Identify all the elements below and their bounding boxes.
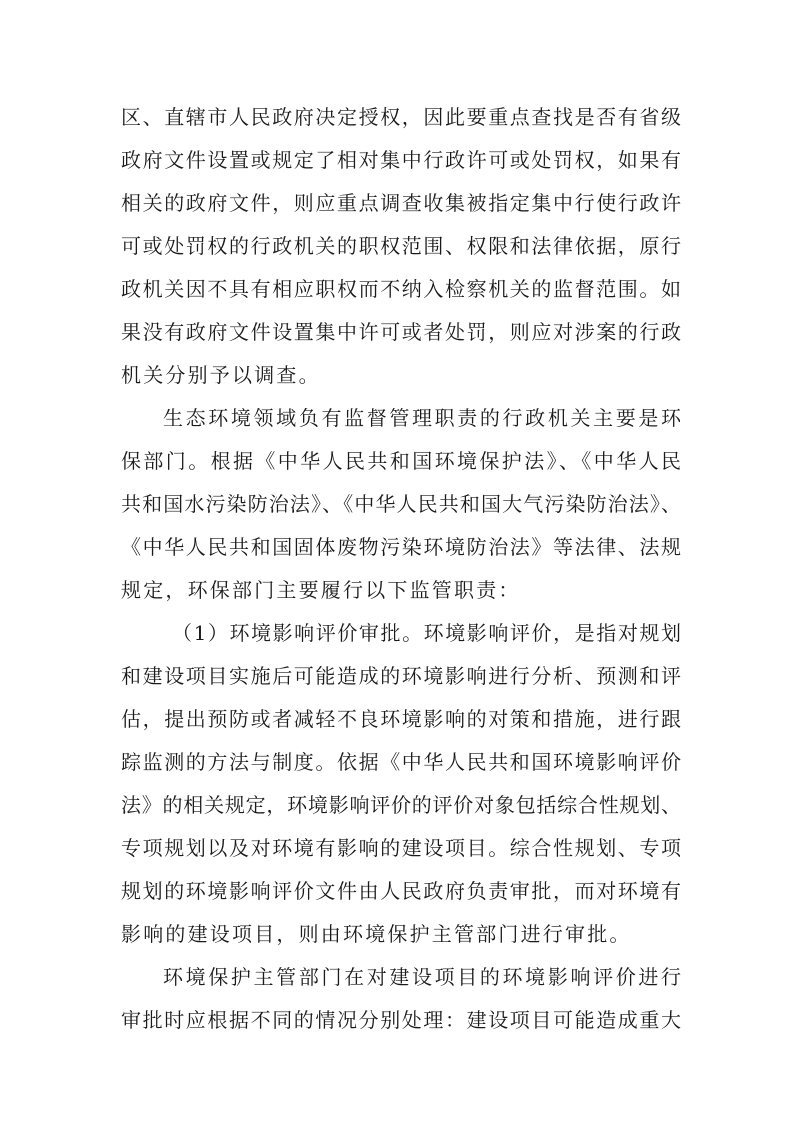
text-line: 生态环境领域负有监督管理职责的行政机关主要是环	[163, 406, 681, 430]
text-line: 规定，环保部门主要履行以下监管职责：	[121, 578, 521, 602]
text-line: 和建设项目实施后可能造成的环境影响进行分析、预测和评	[121, 664, 681, 688]
text-line: 果没有政府文件设置集中许可或者处罚，则应对涉案的行政	[121, 320, 681, 344]
text-line: 政机关因不具有相应职权而不纳入检察机关的监督范围。如	[121, 277, 681, 301]
text-line: 《中华人民共和国固体废物污染环境防治法》等法律、法规	[121, 535, 681, 559]
text-line: 估，提出预防或者减轻不良环境影响的对策和措施，进行跟	[121, 707, 681, 731]
text-line: 共和国水污染防治法》、《中华人民共和国大气污染防治法》、	[121, 492, 681, 516]
text-line: （1）环境影响评价审批。环境影响评价，是指对规划	[172, 621, 681, 645]
text-line: 政府文件设置或规定了相对集中行政许可或处罚权，如果有	[121, 148, 681, 172]
text-line: 踪监测的方法与制度。依据《中华人民共和国环境影响评价	[121, 750, 681, 774]
text-line: 法》的相关规定，环境影响评价的评价对象包括综合性规划、	[121, 793, 681, 817]
text-line: 规划的环境影响评价文件由人民政府负责审批，而对环境有	[121, 879, 681, 903]
text-line: 保部门。根据《中华人民共和国环境保护法》、《中华人民	[121, 449, 681, 473]
text-line: 机关分别予以调查。	[121, 363, 321, 387]
text-line: 相关的政府文件，则应重点调查收集被指定集中行使行政许	[121, 191, 681, 215]
text-line: 区、直辖市人民政府决定授权，因此要重点查找是否有省级	[121, 105, 681, 129]
text-line: 影响的建设项目，则由环境保护主管部门进行审批。	[121, 922, 632, 946]
text-line: 专项规划以及对环境有影响的建设项目。综合性规划、专项	[121, 836, 681, 860]
text-line: 可或处罚权的行政机关的职权范围、权限和法律依据，原行	[121, 234, 681, 258]
text-line: 审批时应根据不同的情况分别处理：建设项目可能造成重大	[121, 1008, 681, 1032]
text-line: 环境保护主管部门在对建设项目的环境影响评价进行	[163, 965, 681, 989]
